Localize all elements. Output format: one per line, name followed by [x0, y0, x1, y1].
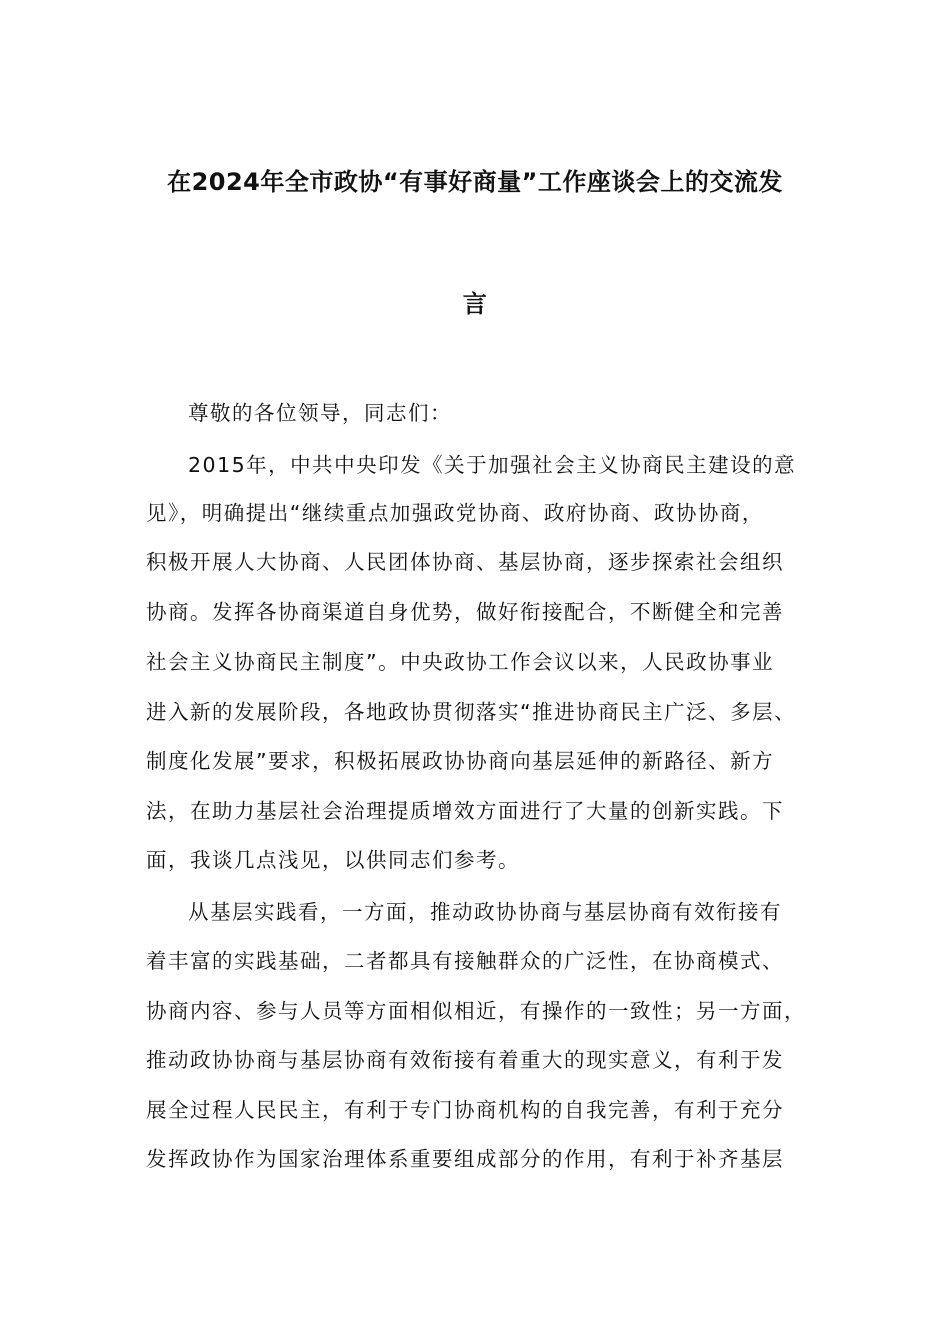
paragraph-1-line: 2015年，中共中央印发《关于加强社会主义协商民主建设的意: [188, 453, 797, 477]
paragraph-1-line: 社会主义协商民主制度”。中央政协工作会议以来，人民政协事业: [146, 650, 775, 674]
paragraph-1-line: 面，我谈几点浅见，以供同志们参考。: [146, 848, 520, 872]
paragraph-1-line: 见》，明确提出“继续重点加强政党协商、政府协商、政协协商，: [146, 501, 764, 525]
paragraph-1-line: 制度化发展”要求，积极拓展政协协商向基层延伸的新路径、新方: [146, 749, 775, 773]
salutation: 尊敬的各位领导，同志们：: [188, 401, 452, 425]
paragraph-2-line: 展全过程人民民主，有利于专门协商机构的自我完善，有利于充分: [146, 1098, 784, 1122]
paragraph-2-line: 协商内容、参与人员等方面相似相近，有操作的一致性；另一方面，: [146, 999, 806, 1023]
paragraph-1-line: 进入新的发展阶段，各地政协贯彻落实“推进协商民主广泛、多层、: [146, 700, 797, 724]
document-title-line-2: 言: [462, 290, 488, 318]
paragraph-1-line: 协商。发挥各协商渠道自身优势，做好衔接配合，不断健全和完善: [146, 600, 784, 624]
paragraph-2-line: 推动政协协商与基层协商有效衔接有着重大的现实意义，有利于发: [146, 1048, 784, 1072]
paragraph-1-line: 法，在助力基层社会治理提质增效方面进行了大量的创新实践。下: [146, 799, 784, 823]
paragraph-2-line: 从基层实践看，一方面，推动政协协商与基层协商有效衔接有: [188, 900, 782, 924]
paragraph-2-line: 着丰富的实践基础，二者都具有接触群众的广泛性，在协商模式、: [146, 949, 784, 973]
paragraph-1-line: 积极开展人大协商、人民团体协商、基层协商，逐步探索社会组织: [146, 550, 784, 574]
document-title-line-1: 在2024年全市政协“有事好商量”工作座谈会上的交流发: [167, 168, 783, 196]
paragraph-2-line: 发挥政协作为国家治理体系重要组成部分的作用，有利于补齐基层: [146, 1147, 784, 1171]
